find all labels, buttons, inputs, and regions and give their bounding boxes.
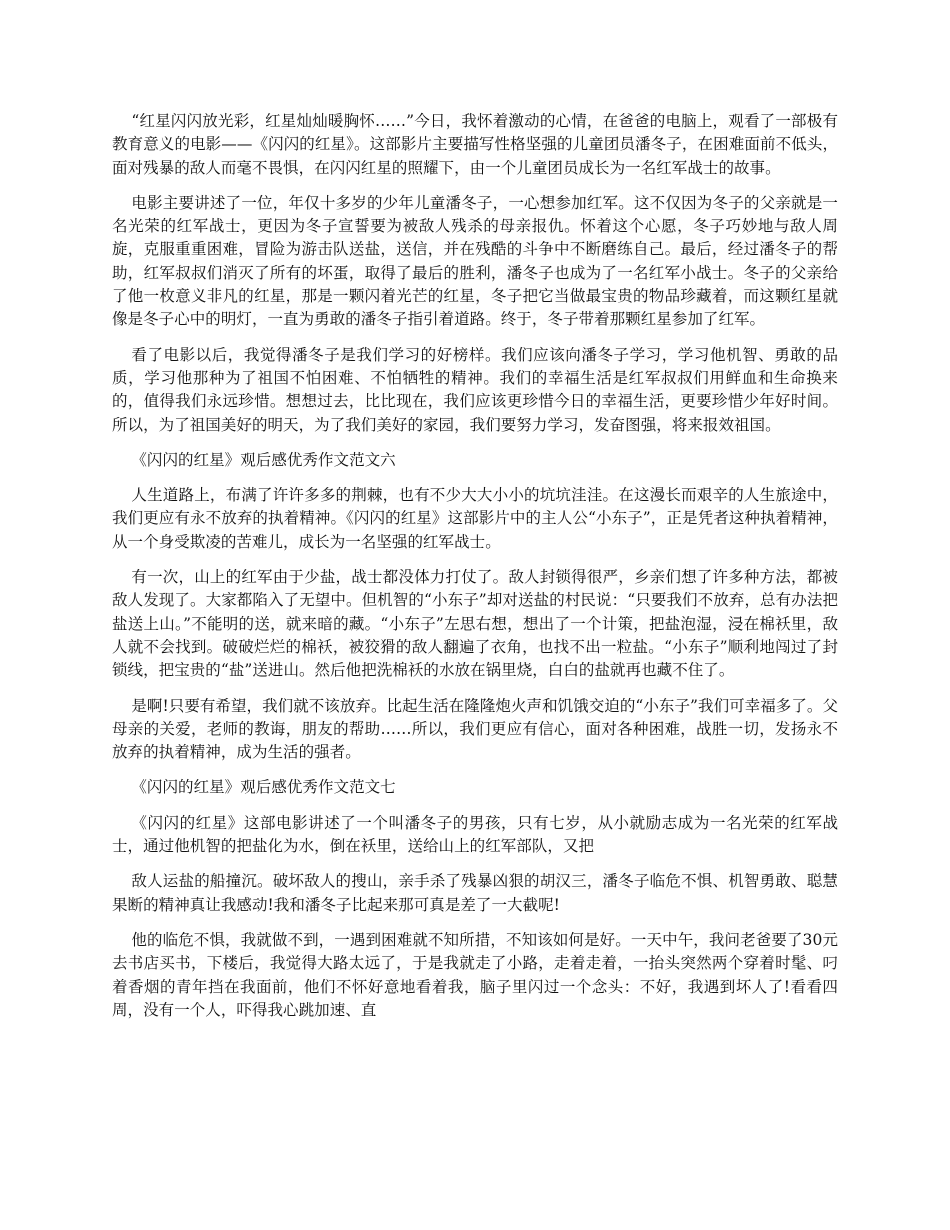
paragraph-8: 敌人运盐的船撞沉。破坏敌人的搜山，亲手杀了残暴凶狠的胡汉三，潘冬子临危不惧、机智勇敢、聪慧果断的精神真让我感动!我和潘冬子比起来那可真是差了一大截呢! <box>112 872 838 914</box>
paragraph-2: 电影主要讲述了一位，年仅十多岁的少年儿童潘冬子，一心想参加红军。这不仅因为冬子的父亲就是一名光荣的红军战士，更因为冬子宣誓要为被敌人残杀的母亲报仇。怀着这个心愿，冬子巧妙地与敌人周旋，克服重重困难，冒险为游击队送盐，送信，并在残酷的斗争中不断磨练自己。最后，经过潘冬子的帮助，红军叔叔们消灭了所有的坏蛋，取得了最后的胜利，潘冬子也成为了一名红军小战士。冬子的父亲给了他一枚意义非凡的红星，那是一颗闪着光芒的红星，冬子把它当做最宝贵的物品珍藏着，而这颗红星就像是冬子心中的明灯，一直为勇敢的潘冬子指引着道路。终于，冬子带着那颗红星参加了红军。 <box>112 193 838 329</box>
paragraph-7: 《闪闪的红星》这部电影讲述了一个叫潘冬子的男孩，只有七岁，从小就励志成为一名光荣的红军战士，通过他机智的把盐化为水，倒在袄里，送给山上的红军部队，又把 <box>112 813 838 856</box>
paragraph-6: 是啊!只要有希望，我们就不该放弃。比起生活在隆隆炮火声和饥饿交迫的“小东子”我们可幸福多了。父母亲的关爱，老师的教诲，朋友的帮助……所以，我们更应有信心，面对各种困难，战胜一切，发扬永不放弃的执着精神，成为生活的强者。 <box>112 696 838 762</box>
section-heading-6: 《闪闪的红星》观后感优秀作文范文六 <box>131 450 396 469</box>
document-page <box>112 110 838 1034</box>
paragraph-9: 他的临危不惧，我就做不到，一遇到困难就不知所措，不知该如何是好。一天中午，我问老爸要了30元去书店买书，下楼后，我觉得大路太远了，于是我就走了小路，走着走着，一抬头突然两个穿着时髦、叼着香烟的青年挡在我面前，他们不怀好意地看着我，脑子里闪过一个念头：不好，我遇到坏人了!看看四周，没有一个人，吓得我心跳加速、直 <box>112 930 838 1019</box>
paragraph-5: 有一次，山上的红军由于少盐，战士都没体力打仗了。敌人封锁得很严，乡亲们想了许多种方法，都被敌人发现了。大家都陷入了无望中。但机智的“小东子”却对送盐的村民说：“只要我们不放弃，总有办法把盐送上山。”不能明的送，就来暗的藏。“小东子”左思右想，想出了一个计策，把盐泡湿，浸在棉袄里，敌人就不会找到。破破烂烂的棉袄，被狡猾的敌人翻遍了衣角，也找不出一粒盐。“小东子”顺利地闯过了封锁线，把宝贵的“盐”送进山。然后他把洗棉袄的水放在锅里烧，白白的盐就再也藏不住了。 <box>112 568 838 680</box>
paragraph-1: “红星闪闪放光彩，红星灿灿暖胸怀……”今日，我怀着激动的心情，在爸爸的电脑上，观看了一部极有教育意义的电影——《闪闪的红星》。这部影片主要描写性格坚强的儿童团员潘冬子，在困难面前不低头，面对残暴的敌人而毫不畏惧，在闪闪红星的照耀下，由一个儿童团员成长为一名红军战士的故事。 <box>112 112 838 177</box>
section-heading-7: 《闪闪的红星》观后感优秀作文范文七 <box>131 778 396 797</box>
paragraph-3: 看了电影以后，我觉得潘冬子是我们学习的好榜样。我们应该向潘冬子学习，学习他机智、勇敢的品质，学习他那种为了祖国不怕困难、不怕牺牲的精神。我们的幸福生活是红军叔叔们用鲜血和生命换来的，值得我们永远珍惜。想想过去，比比现在，我们应该更珍惜今日的幸福生活，更要珍惜少年好时间。所以，为了祖国美好的明天，为了我们美好的家园，我们要努力学习，发奋图强，将来报效祖国。 <box>112 345 838 434</box>
paragraph-4: 人生道路上，布满了许许多多的荆棘，也有不少大大小小的坑坑洼洼。在这漫长而艰辛的人生旅途中，我们更应有永不放弃的执着精神。《闪闪的红星》这部影片中的主人公“小东子”，正是凭者这种执着精神，从一个身受欺凌的苦难儿，成长为一名坚强的红军战士。 <box>112 486 838 551</box>
